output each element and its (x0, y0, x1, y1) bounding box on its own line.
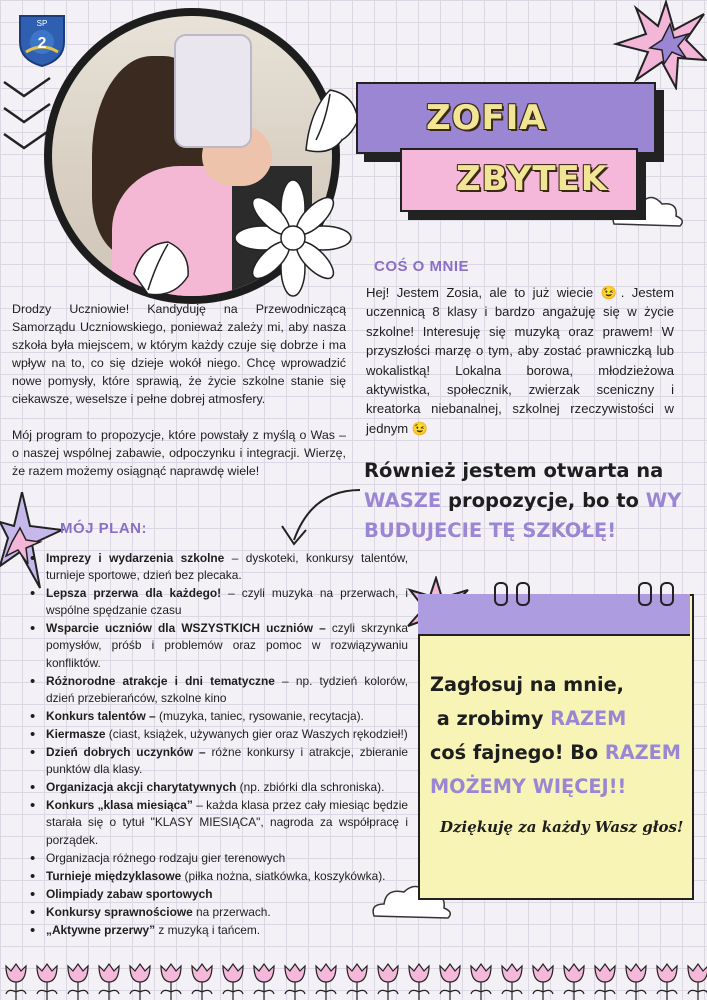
plan-item-title: Olimpiady zabaw sportowych (46, 886, 213, 901)
tulip-icon (99, 964, 119, 1000)
open-line1: Również jestem otwarta na (364, 459, 664, 482)
open-highlight: WASZE (364, 489, 442, 512)
plan-item (28, 779, 408, 796)
plan-item (28, 797, 408, 848)
open-message (364, 456, 694, 546)
plan-item (28, 850, 408, 867)
plan-item (28, 673, 408, 707)
plan-item-text: Organizacja różnego rodzaju gier terenowych (46, 850, 286, 865)
plan-item-text: – każda klasa przez cały miesiąc będzie starała się o tytuł "KLASY MIESIĄCA", nagroda za współpracę i porządek. (46, 798, 409, 847)
letter (12, 300, 346, 498)
vote-highlight: RAZEM (550, 707, 627, 730)
letter-paragraph: Mój program to propozycje, które powstały z myślą o Was – o naszej wspólnej zabawie, odpoczynku i integracji. Wierzę, że razem możemy osiągnąć naprawdę wiele! (12, 428, 346, 478)
tulip-icon (68, 964, 88, 1000)
plan-item-title: Lepsza przerwa dla każdego! (46, 586, 222, 601)
plan-item (28, 886, 408, 903)
tulip-icon (533, 964, 553, 1000)
plan-item (28, 744, 408, 778)
plan-item-title: Konkursy sprawnościowe (46, 904, 193, 919)
plan-item-text: (piłka nożna, siatkówka, koszykówka). (181, 868, 386, 883)
last-name: ZBYTEK (456, 159, 609, 199)
flower-icon (128, 234, 198, 304)
plan-item (28, 922, 408, 939)
tulip-icon (316, 964, 336, 1000)
vote-message (430, 668, 692, 804)
tulip-icon (347, 964, 367, 1000)
tulip-icon (130, 964, 150, 1000)
plan-item-title: Wsparcie uczniów dla WSZYSTKICH uczniów – (46, 621, 326, 636)
tulip-icon (502, 964, 522, 1000)
about-text: Hej! Jestem Zosia, ale to już wiecie 😉. Jestem uczennicą 8 klasy i bardzo angażuję się w życie szkolne! Interesuję się muzyką oraz prawem! W przyszłości marzę o tym, aby zostać prawniczką lub wokalistką! Lokalna borowa, młodzieżowa aktywistka, społecznik, zwierzak sceniczny i kreatorka niebanalnej, szkolnej rzeczywistości w jednym 😉 (366, 285, 674, 436)
vote-line: a zrobimy (436, 707, 551, 730)
about-title: COŚ O MNIE (374, 258, 470, 275)
ring-icon (660, 582, 674, 606)
open-line2: propozycje, bo to (441, 489, 646, 512)
badge-number: 2 (37, 35, 47, 52)
tulip-icon (192, 964, 212, 1000)
plan-item-title: Konkurs „klasa miesiąca” (46, 798, 193, 813)
plan-item-text: – czyli muzyka na przerwach, i wspólne spędzanie czasu (46, 586, 409, 618)
tulip-icon (595, 964, 615, 1000)
tulip-icon (285, 964, 305, 1000)
tulip-icon (657, 964, 677, 1000)
plan-item-text: (muzyka, taniec, rysowanie, recytacja). (155, 708, 364, 723)
open-highlight: BUDUJECIE TĘ SZKOŁĘ! (364, 519, 617, 542)
plan-item (28, 726, 408, 743)
tulip-icon (161, 964, 181, 1000)
first-name: ZOFIA (426, 98, 547, 138)
plan-item-title: „Aktywne przerwy” (46, 922, 156, 937)
tulip-icon (6, 964, 26, 1000)
plan-item-title: Turnieje międzyklasowe (46, 868, 182, 883)
school-logo (16, 12, 68, 68)
ring-icon (494, 582, 508, 606)
plan-item-text: z muzyką i tańcem. (155, 922, 261, 937)
plan-title: MÓJ PLAN: (60, 520, 147, 537)
plan-item-text: (np. zbiórki dla schroniska). (236, 780, 385, 795)
plan-item-title: Imprezy i wydarzenia szkolne (46, 551, 225, 565)
vote-highlight: RAZEM (604, 741, 681, 764)
plan-item (28, 620, 408, 671)
letter-paragraph: Drodzy Uczniowie! Kandyduję na Przewodniczącą Samorządu Uczniowskiego, ponieważ zależy mi, aby nasza szkoła była miejscem, w którym każdy czuje się dobrze i ma wpływ na to, co się dzieje wokół niego. Chcę wprowadzić nowe pomysły, które sprawią, że życie szkolne stanie się ciekawsze, weselsze i pełne dobrej atmosfery. (12, 302, 346, 406)
plan-item-text: różne konkursy i atrakcje, zbieranie punktów dla klasy. (46, 745, 408, 777)
plan-item-text: czyli skrzynka pomysłów, próśb i problemów oraz pomoc w rozwiązywaniu konfliktów. (46, 621, 409, 670)
plan-item-title: Organizacja akcji charytatywnych (46, 780, 237, 795)
plan-item-text: – np. tydzień kolorów, dzień przebierańców, szkolne kino (46, 673, 409, 705)
tulip-icon (254, 964, 274, 1000)
badge-text: SP (36, 19, 48, 28)
tulip-icon (378, 964, 398, 1000)
tulip-icon (223, 964, 243, 1000)
plan-item-text: (ciast, książek, używanych gier oraz Waszych rękodzieł!) (105, 726, 408, 741)
plan-item-title: Różnorodne atrakcje i dni tematyczne (46, 673, 275, 688)
flower-border (0, 958, 707, 1000)
tulip-icon (626, 964, 646, 1000)
vote-highlight: MOŻEMY WIĘCEJ!! (430, 775, 627, 798)
flower-icon (228, 178, 358, 298)
tulip-icon (409, 964, 429, 1000)
ring-icon (516, 582, 530, 606)
plan-item (28, 868, 408, 885)
plan-item-title: Dzień dobrych uczynków – (46, 745, 206, 760)
plan-item-title: Konkurs talentów – (46, 708, 156, 723)
plan-item (28, 585, 408, 619)
thanks-text: Dziękuję za każdy Wasz głos! (440, 818, 684, 836)
plan-item (28, 708, 408, 725)
plan-list (28, 550, 408, 940)
tulip-icon (688, 964, 707, 1000)
ring-icon (638, 582, 652, 606)
star-icon (606, 0, 707, 90)
plan-item-text: – dyskoteki, konkursy talentów, turnieje sportowe, dzień bez plecaka. (46, 551, 408, 583)
plan-item (28, 550, 408, 584)
plan-item-text: na przerwach. (192, 904, 271, 919)
tulip-icon (37, 964, 57, 1000)
vote-line: Zagłosuj na mnie, (430, 673, 624, 696)
plan-item-title: Kiermasze (46, 726, 106, 741)
open-highlight: WY (645, 489, 682, 512)
tulip-icon (471, 964, 491, 1000)
arrow-icon (272, 484, 364, 554)
tulip-icon (564, 964, 584, 1000)
vote-line: coś fajnego! Bo (430, 741, 605, 764)
plan-item (28, 904, 408, 921)
tulip-icon (440, 964, 460, 1000)
